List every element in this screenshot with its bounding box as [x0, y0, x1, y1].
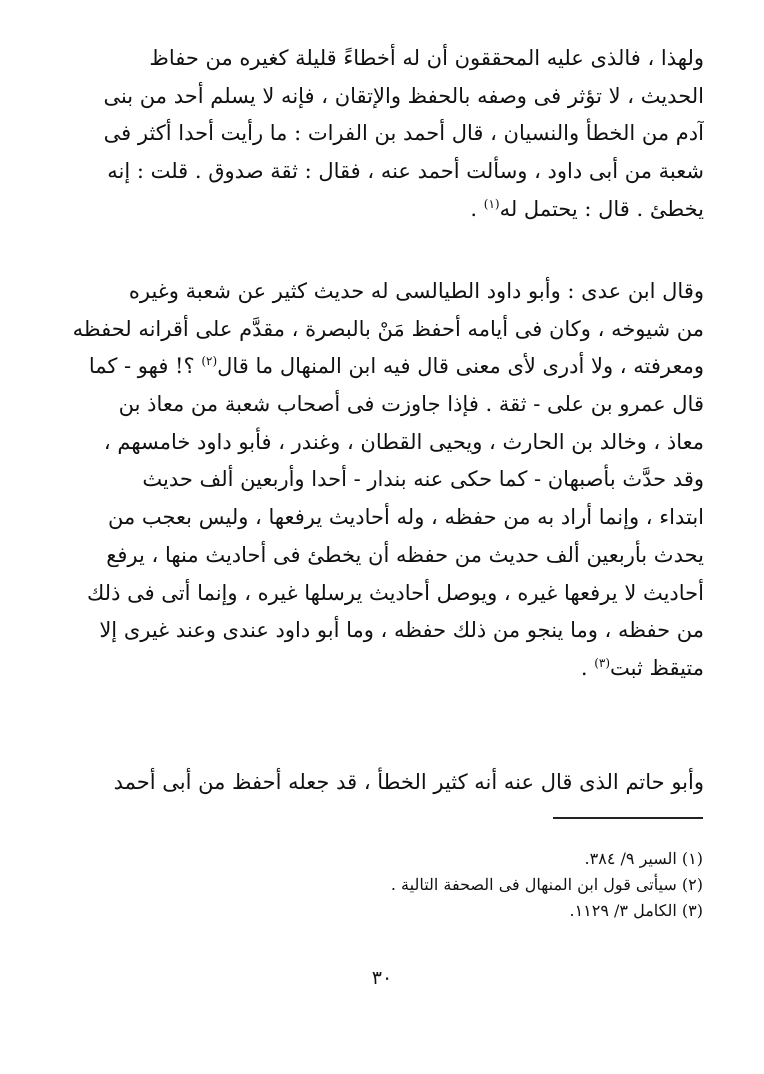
footnote-2: (٢) سيأتى قول ابن المنهال فى الصحفة التالية . [390, 875, 703, 894]
page-number: ٣٠ [371, 967, 393, 989]
footnote-ref-1: (١) [483, 196, 500, 211]
text-line: آدم من الخطأ والنسيان ، قال أحمد بن الفرات : ما رأيت أحدا أكثر فى [103, 121, 704, 146]
text-line: وقد حدَّث بأصبهان - كما حكى عنه بندار - أحدا وأربعين ألف حديث [142, 467, 704, 492]
footnote-ref-2: (٢) [201, 354, 218, 369]
text-fragment: ومعرفته ، ولا أدرى لأى معنى قال فيه ابن المنهال ما قال [217, 354, 704, 379]
text-fragment: . [580, 655, 595, 680]
text-line [60, 348, 704, 386]
footnotes [63, 846, 703, 924]
footnote-3: (٣) الكامل ٣/ ١١٢٩. [569, 901, 703, 920]
text-line: وقال ابن عدى : وأبو داود الطيالسى له حديث كثير عن شعبة وغيره [128, 279, 704, 303]
paragraph-3 [60, 764, 704, 802]
text-line: الحديث ، لا تؤثر فى وصفه بالحفظ والإتقان ، فإنه لا يسلم أحد من بنى [103, 83, 704, 108]
text-line: من حفظه ، وما ينجو من ذلك حفظه ، وما أبو داود عندى وعند غيرى إلا [99, 618, 704, 643]
text-line: من شيوخه ، وكان فى أيامه أحفظ مَنْ بالبصرة ، مقدَّم على أقرانه لحفظه [72, 316, 704, 341]
text-line: قال عمرو بن على - ثقة . فإذا جاوزت فى أصحاب شعبة من معاذ بن [118, 392, 704, 417]
text-line: أحاديث لا يرفعها غيره ، ويوصل أحاديث يرسلها غيره ، وإنما أتى فى ذلك [86, 580, 704, 605]
footnote-1: (١) السير ٩/ ٣٨٤. [584, 849, 703, 868]
text-line [60, 650, 704, 688]
paragraph-2 [60, 273, 704, 688]
text-fragment: يخطئ . قال : يحتمل له [499, 196, 704, 221]
text-line: شعبة من أبى داود ، وسألت أحمد عنه ، فقال : ثقة صدوق . قلت : إنه [107, 159, 704, 184]
footnote-ref-3: (٣) [594, 655, 611, 670]
text-line [60, 191, 704, 229]
footnote-separator [553, 817, 703, 819]
text-line: يحدث بأربعين ألف حديث من حفظه أن يخطئ فى أحاديث منها ، يرفع [106, 542, 704, 567]
text-fragment: متيقظ ثبت [610, 655, 704, 680]
text-line: معاذ ، وخالد بن الحارث ، ويحيى القطان ، وغندر ، فأبو داود خامسهم ، [103, 429, 704, 454]
text-fragment: ؟! فهو - كما [88, 354, 202, 379]
text-line: ولهذا ، فالذى عليه المحققون أن له أخطاءً قليلة كغيره من حفاظ [149, 46, 704, 70]
text-fragment: . [470, 196, 484, 221]
paragraph-1 [60, 40, 704, 228]
text-line: ابتداء ، وإنما أراد به من حفظه ، وله أحاديث يرفعها ، وليس بعجب من [107, 505, 704, 530]
text-line: وأبو حاتم الذى قال عنه أنه كثير الخطأ ، قد جعله أحفظ من أبى أحمد [113, 770, 704, 794]
